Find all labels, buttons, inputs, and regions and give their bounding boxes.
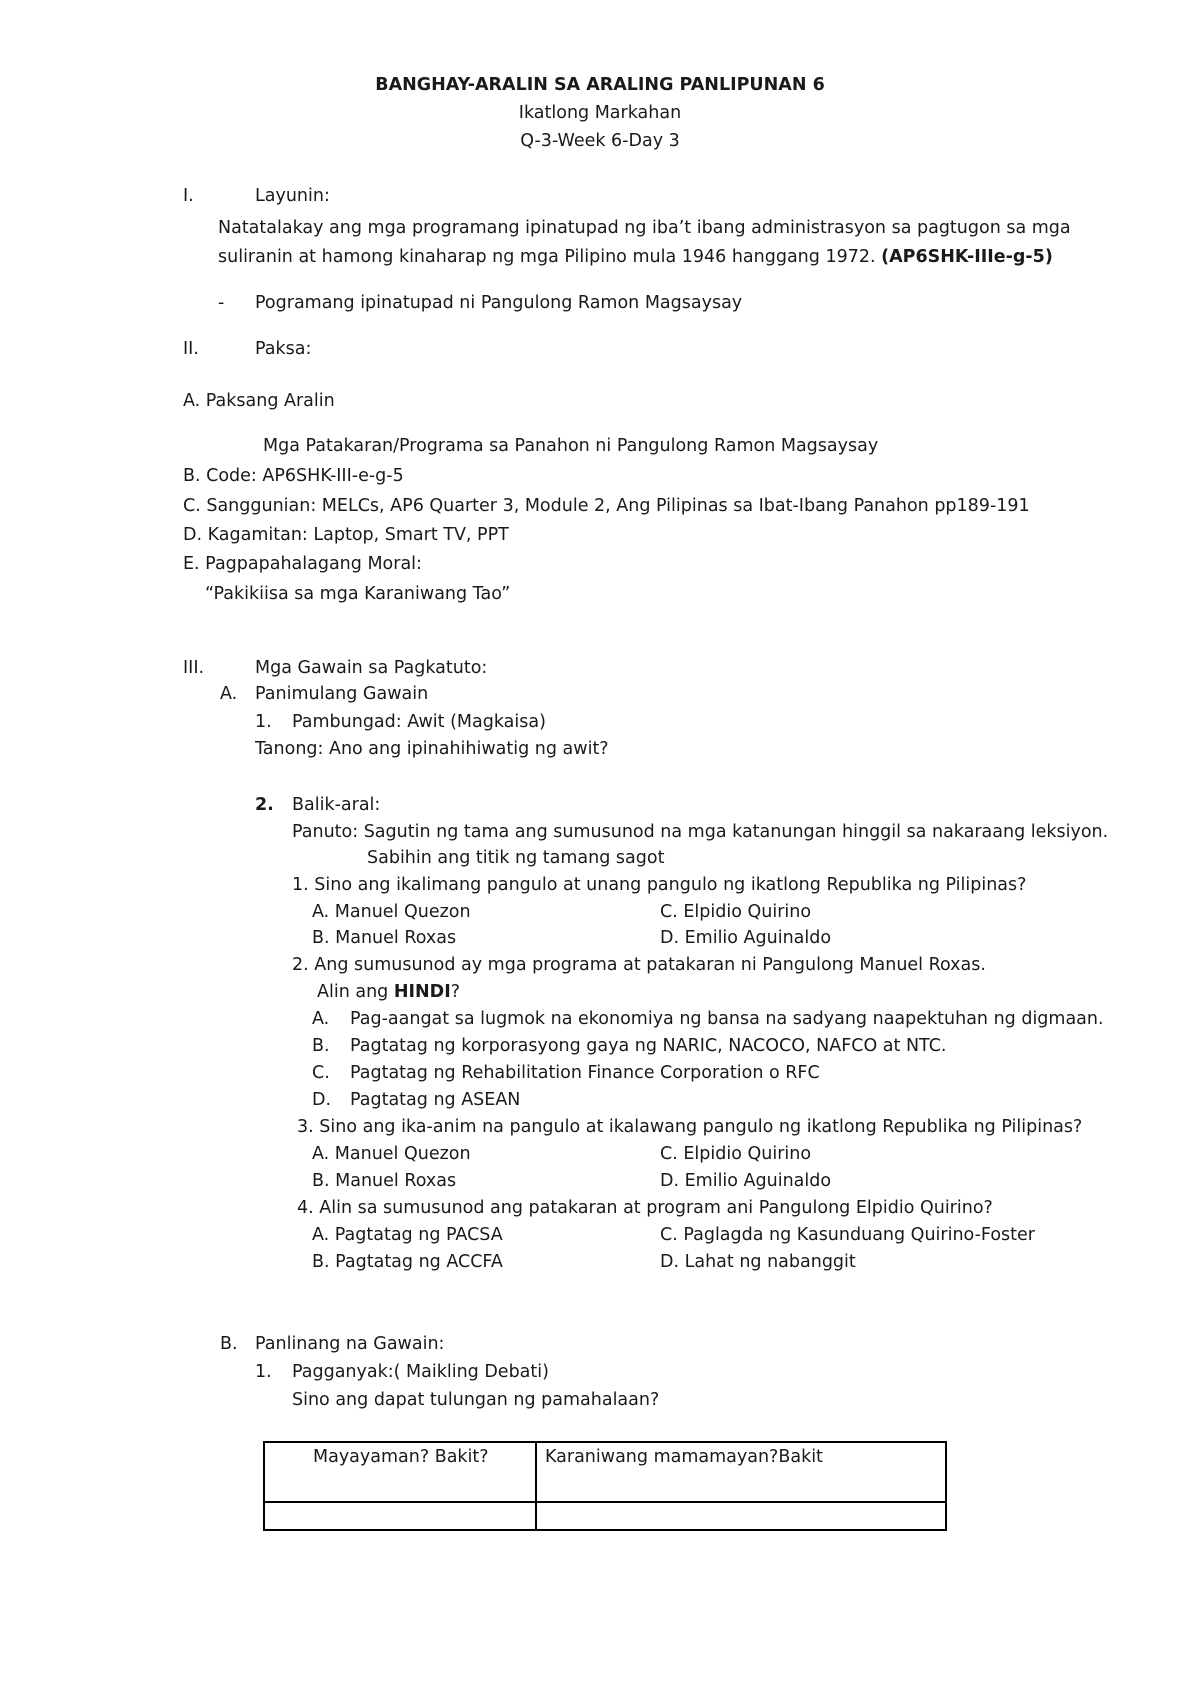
document-title: BANGHAY-ARALIN SA ARALING PANLIPUNAN 6	[375, 75, 825, 95]
q2-choice-c: Pagtatag ng Rehabilitation Finance Corporation o RFC	[350, 1063, 820, 1083]
moral-value: “Pakikiisa sa mga Karaniwang Tao”	[205, 584, 511, 604]
kagamitan-line: D. Kagamitan: Laptop, Smart TV, PPT	[183, 525, 509, 545]
q3-choice-a: A. Manuel Quezon	[312, 1144, 471, 1164]
q4-choice-c: C. Paglagda ng Kasunduang Quirino-Foster	[660, 1225, 1035, 1245]
item-2-number: 2.	[255, 795, 274, 815]
part-b-item-1-number: 1.	[255, 1362, 272, 1382]
q2-letter-a: A.	[312, 1009, 330, 1029]
bullet-dash: -	[218, 293, 225, 313]
pagganyak-question: Sino ang dapat tulungan ng pamahalaan?	[292, 1390, 660, 1410]
section-2-number: II.	[183, 339, 199, 359]
q1-choice-d: D. Emilio Aguinaldo	[660, 928, 832, 948]
code-line: B. Code: AP6SHK-III-e-g-5	[183, 466, 404, 486]
part-a-letter: A.	[220, 684, 238, 704]
q4-choice-b: B. Pagtatag ng ACCFA	[312, 1252, 503, 1272]
part-b-letter: B.	[220, 1334, 238, 1354]
balik-aral-item: Balik-aral:	[292, 795, 381, 815]
q1-choice-c: C. Elpidio Quirino	[660, 902, 812, 922]
q4-choice-d: D. Lahat ng nabanggit	[660, 1252, 856, 1272]
section-3-number: III.	[183, 658, 205, 678]
column-header-mayayaman: Mayayaman? Bakit?	[264, 1442, 536, 1502]
section-3-heading: Mga Gawain sa Pagkatuto:	[255, 658, 488, 678]
q2-choice-a: Pag-aangat sa lugmok na ekonomiya ng bansa na sadyang naapektuhan ng digmaan.	[350, 1009, 1104, 1029]
quarter-label: Ikatlong Markahan	[518, 103, 682, 123]
panuto-line1: Panuto: Sagutin ng tama ang sumusunod na mga katanungan hinggil sa nakaraang leksiyon.	[292, 822, 1109, 842]
table-header-row	[264, 1442, 946, 1502]
q2-letter-c: C.	[312, 1063, 330, 1083]
q2-letter-b: B.	[312, 1036, 330, 1056]
q2-choice-b: Pagtatag ng korporasyong gaya ng NARIC, NACOCO, NAFCO at NTC.	[350, 1036, 947, 1056]
item-1-number: 1.	[255, 712, 272, 732]
objective-code: (AP6SHK-IIIe-g-5)	[881, 247, 1053, 267]
pambungad-question: Tanong: Ano ang ipinahihiwatig ng awit?	[255, 739, 609, 759]
table-cell-mayayaman[interactable]	[264, 1502, 536, 1530]
q3-choice-b: B. Manuel Roxas	[312, 1171, 457, 1191]
question-2-alin: Alin ang HINDI?	[317, 982, 460, 1002]
table-row	[264, 1502, 946, 1530]
question-3: 3. Sino ang ika-anim na pangulo at ikalawang pangulo ng ikatlong Republika ng Pilipinas?	[297, 1117, 1083, 1137]
section-1-number: I.	[183, 186, 194, 206]
panuto-line2: Sabihin ang titik ng tamang sagot	[367, 848, 665, 868]
question-2: 2. Ang sumusunod ay mga programa at patakaran ni Pangulong Manuel Roxas.	[292, 955, 986, 975]
table-cell-karaniwan[interactable]	[536, 1502, 946, 1530]
pagganyak-item: Pagganyak:( Maikling Debati)	[292, 1362, 549, 1382]
q3-choice-d: D. Emilio Aguinaldo	[660, 1171, 832, 1191]
part-b-heading: Panlinang na Gawain:	[255, 1334, 445, 1354]
q3-choice-c: C. Elpidio Quirino	[660, 1144, 812, 1164]
sanggunian-line: C. Sanggunian: MELCs, AP6 Quarter 3, Module 2, Ang Pilipinas sa Ibat-Ibang Panahon pp189-191	[183, 496, 1030, 516]
q1-choice-b: B. Manuel Roxas	[312, 928, 457, 948]
pagpapahalaga-line: E. Pagpapahalagang Moral:	[183, 554, 422, 574]
q2-letter-d: D.	[312, 1090, 332, 1110]
hindi-emphasis: HINDI	[393, 982, 451, 1002]
week-label: Q-3-Week 6-Day 3	[520, 131, 680, 151]
debate-table	[263, 1441, 947, 1531]
objective-bullet: Pogramang ipinatupad ni Pangulong Ramon Magsaysay	[255, 293, 743, 313]
q1-choice-a: A. Manuel Quezon	[312, 902, 471, 922]
objective-text-line2: suliranin at hamong kinaharap ng mga Pilipino mula 1946 hanggang 1972. (AP6SHK-IIIe-g-5)	[218, 247, 1053, 267]
question-1: 1. Sino ang ikalimang pangulo at unang pangulo ng ikatlong Republika ng Pilipinas?	[292, 875, 1027, 895]
part-a-heading: Panimulang Gawain	[255, 684, 429, 704]
q4-choice-a: A. Pagtatag ng PACSA	[312, 1225, 503, 1245]
section-1-heading: Layunin:	[255, 186, 330, 206]
pambungad-item: Pambungad: Awit (Magkaisa)	[292, 712, 546, 732]
section-2-heading: Paksa:	[255, 339, 312, 359]
topic-title: Mga Patakaran/Programa sa Panahon ni Pangulong Ramon Magsaysay	[263, 436, 879, 456]
question-4: 4. Alin sa sumusunod ang patakaran at program ani Pangulong Elpidio Quirino?	[297, 1198, 993, 1218]
column-header-karaniwan: Karaniwang mamamayan?Bakit	[536, 1442, 946, 1502]
paksang-aralin-label: A. Paksang Aralin	[183, 391, 335, 411]
q2-choice-d: Pagtatag ng ASEAN	[350, 1090, 521, 1110]
objective-text-line1: Natatalakay ang mga programang ipinatupad ng iba’t ibang administrasyon sa pagtugon sa mga	[218, 218, 1071, 238]
